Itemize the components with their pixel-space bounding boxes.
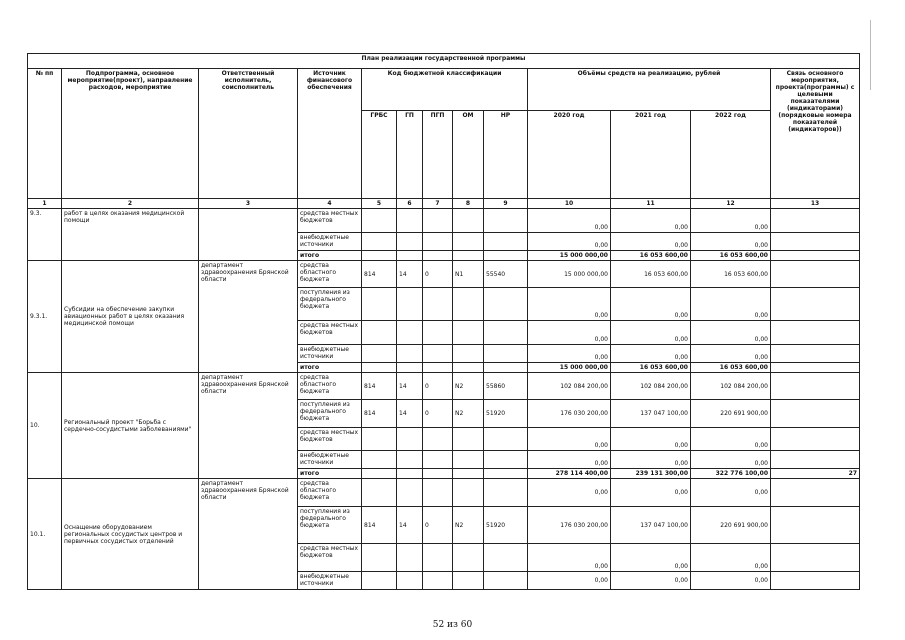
indicator-link: 27: [771, 469, 860, 479]
value-2020: 0,00: [528, 321, 611, 345]
table-title-row: [28, 54, 860, 69]
value-2021: 239 131 300,00: [611, 469, 691, 479]
value-2022: 0,00: [691, 321, 771, 345]
value-2022: 0,00: [691, 233, 771, 251]
row-responsible: департамент здравоохранения Брянской области: [199, 479, 298, 590]
row-source: поступления из федерального бюджета: [298, 288, 362, 321]
value-2020: 0,00: [528, 288, 611, 321]
value-2021: 0,00: [611, 321, 691, 345]
col-number: 11: [611, 199, 691, 209]
row-number: 9.3.1.: [28, 261, 62, 373]
value-2020: 15 000 000,00: [528, 363, 611, 373]
row-source: итого: [298, 251, 362, 261]
code-pgp: 0: [423, 373, 453, 400]
column-number-row: [28, 199, 860, 209]
header-nr: НР: [484, 111, 528, 199]
program-plan-table: [27, 53, 859, 590]
value-2022: 0,00: [691, 345, 771, 363]
row-source: внебюджетные источники: [298, 345, 362, 363]
col-number: 10: [528, 199, 611, 209]
code-pgp: 0: [423, 507, 453, 544]
value-2020: 0,00: [528, 209, 611, 233]
code-gp: 14: [397, 507, 423, 544]
value-2021: 16 053 600,00: [611, 363, 691, 373]
value-2021: 0,00: [611, 209, 691, 233]
code-om: N2: [453, 507, 484, 544]
header-num: № пп: [28, 69, 62, 199]
col-number: 3: [199, 199, 298, 209]
header-gp: ГП: [397, 111, 423, 199]
col-number: 5: [362, 199, 397, 209]
page-number: 52 из 60: [432, 620, 473, 630]
value-2020: 0,00: [528, 428, 611, 451]
value-2020: 176 030 200,00: [528, 400, 611, 428]
header-budget-code: Код бюджетной классификации: [362, 69, 528, 111]
row-source: средства местных бюджетов: [298, 209, 362, 233]
value-2022: 0,00: [691, 544, 771, 572]
col-number: 9: [484, 199, 528, 209]
value-2021: 16 053 600,00: [611, 251, 691, 261]
value-2022: 322 776 100,00: [691, 469, 771, 479]
value-2021: 0,00: [611, 233, 691, 251]
value-2021: 137 047 100,00: [611, 507, 691, 544]
header-om: ОМ: [453, 111, 484, 199]
code-om: N2: [453, 400, 484, 428]
row-source: средства местных бюджетов: [298, 321, 362, 345]
row-name: работ в целях оказания медицинской помощи: [62, 209, 199, 261]
value-2022: 0,00: [691, 288, 771, 321]
table-row: [28, 479, 860, 507]
code-pgp: 0: [423, 400, 453, 428]
value-2022: 0,00: [691, 209, 771, 233]
value-2022: 0,00: [691, 451, 771, 469]
col-number: 1: [28, 199, 62, 209]
row-responsible: департамент здравоохранения Брянской области: [199, 261, 298, 373]
row-responsible: департамент здравоохранения Брянской области: [199, 373, 298, 479]
value-2022: 16 053 600,00: [691, 261, 771, 288]
value-2021: 102 084 200,00: [611, 373, 691, 400]
code-gp: 14: [397, 261, 423, 288]
value-2020: 0,00: [528, 451, 611, 469]
value-2021: 137 047 100,00: [611, 400, 691, 428]
value-2020: 0,00: [528, 479, 611, 507]
value-2020: 15 000 000,00: [528, 261, 611, 288]
value-2021: 0,00: [611, 479, 691, 507]
value-2021: 0,00: [611, 544, 691, 572]
value-2020: 102 084 200,00: [528, 373, 611, 400]
row-responsible: [199, 209, 298, 261]
col-number: 2: [62, 199, 199, 209]
col-number: 6: [397, 199, 423, 209]
value-2021: 0,00: [611, 451, 691, 469]
header-2021: 2021 год: [611, 111, 691, 199]
value-2021: 16 053 600,00: [611, 261, 691, 288]
code-nr: 55540: [484, 261, 528, 288]
value-2020: 0,00: [528, 345, 611, 363]
value-2021: 0,00: [611, 572, 691, 590]
value-2022: 16 053 600,00: [691, 363, 771, 373]
row-source: внебюджетные источники: [298, 451, 362, 469]
table-row: [28, 209, 860, 233]
code-grbs: 814: [362, 507, 397, 544]
value-2021: 0,00: [611, 288, 691, 321]
row-source: итого: [298, 469, 362, 479]
value-2021: 0,00: [611, 345, 691, 363]
row-number: 9.3.: [28, 209, 62, 261]
col-number: 4: [298, 199, 362, 209]
code-gp: 14: [397, 400, 423, 428]
row-source: поступления из федерального бюджета: [298, 400, 362, 428]
value-2022: 16 053 600,00: [691, 251, 771, 261]
row-source: средства местных бюджетов: [298, 544, 362, 572]
code-om: N2: [453, 373, 484, 400]
col-number: 8: [453, 199, 484, 209]
row-name: Субсидии на обеспечение закупки авиационных работ в целях оказания медицинской помощи: [62, 261, 199, 373]
row-number: 10.: [28, 373, 62, 479]
value-2020: 278 114 400,00: [528, 469, 611, 479]
header-responsible: Ответственный исполнитель, соисполнитель: [199, 69, 298, 199]
code-grbs: 814: [362, 261, 397, 288]
code-nr: 51920: [484, 507, 528, 544]
scan-edge-mark: [870, 20, 871, 90]
row-source: средства областного бюджета: [298, 479, 362, 507]
row-source: средства местных бюджетов: [298, 428, 362, 451]
row-source: итого: [298, 363, 362, 373]
code-nr: 55860: [484, 373, 528, 400]
value-2020: 176 030 200,00: [528, 507, 611, 544]
value-2022: 0,00: [691, 428, 771, 451]
value-2022: 102 084 200,00: [691, 373, 771, 400]
code-grbs: 814: [362, 400, 397, 428]
row-number: 10.1.: [28, 479, 62, 590]
row-name: Оснащение оборудованием региональных сосудистых центров и первичных сосудистых отделений: [62, 479, 199, 590]
header-indicator-link: Связь основного мероприятия, проекта(программы) с целевыми показателями (индикаторами) (порядковые номера показателей (индикаторов)): [771, 69, 860, 199]
col-number: 13: [771, 199, 860, 209]
header-row-1: [28, 69, 860, 111]
value-2020: 0,00: [528, 572, 611, 590]
row-source: поступления из федерального бюджета: [298, 507, 362, 544]
code-gp: 14: [397, 373, 423, 400]
value-2022: 220 691 900,00: [691, 507, 771, 544]
table-title: План реализации государственной программы: [28, 54, 860, 69]
header-subprogram: Подпрограмма, основное мероприятие(проект), направление расходов, мероприятие: [62, 69, 199, 199]
value-2020: 0,00: [528, 233, 611, 251]
header-source: Источник финансового обеспечения: [298, 69, 362, 199]
code-nr: 51920: [484, 400, 528, 428]
col-number: 12: [691, 199, 771, 209]
code-pgp: 0: [423, 261, 453, 288]
row-name: Региональный проект "Борьба с сердечно-сосудистыми заболеваниями": [62, 373, 199, 479]
header-pgp: ПГП: [423, 111, 453, 199]
value-2020: 0,00: [528, 544, 611, 572]
table-row: [28, 261, 860, 288]
row-source: средства областного бюджета: [298, 261, 362, 288]
header-2022: 2022 год: [691, 111, 771, 199]
value-2021: 0,00: [611, 428, 691, 451]
code-om: N1: [453, 261, 484, 288]
value-2022: 0,00: [691, 572, 771, 590]
code-grbs: 814: [362, 373, 397, 400]
header-grbs: ГРБС: [362, 111, 397, 199]
header-2020: 2020 год: [528, 111, 611, 199]
row-source: средства областного бюджета: [298, 373, 362, 400]
value-2022: 220 691 900,00: [691, 400, 771, 428]
row-source: внебюджетные источники: [298, 233, 362, 251]
table-row: [28, 373, 860, 400]
header-volumes: Объёмы средств на реализацию, рублей: [528, 69, 771, 111]
row-source: внебюджетные источники: [298, 572, 362, 590]
col-number: 7: [423, 199, 453, 209]
value-2022: 0,00: [691, 479, 771, 507]
value-2020: 15 000 000,00: [528, 251, 611, 261]
